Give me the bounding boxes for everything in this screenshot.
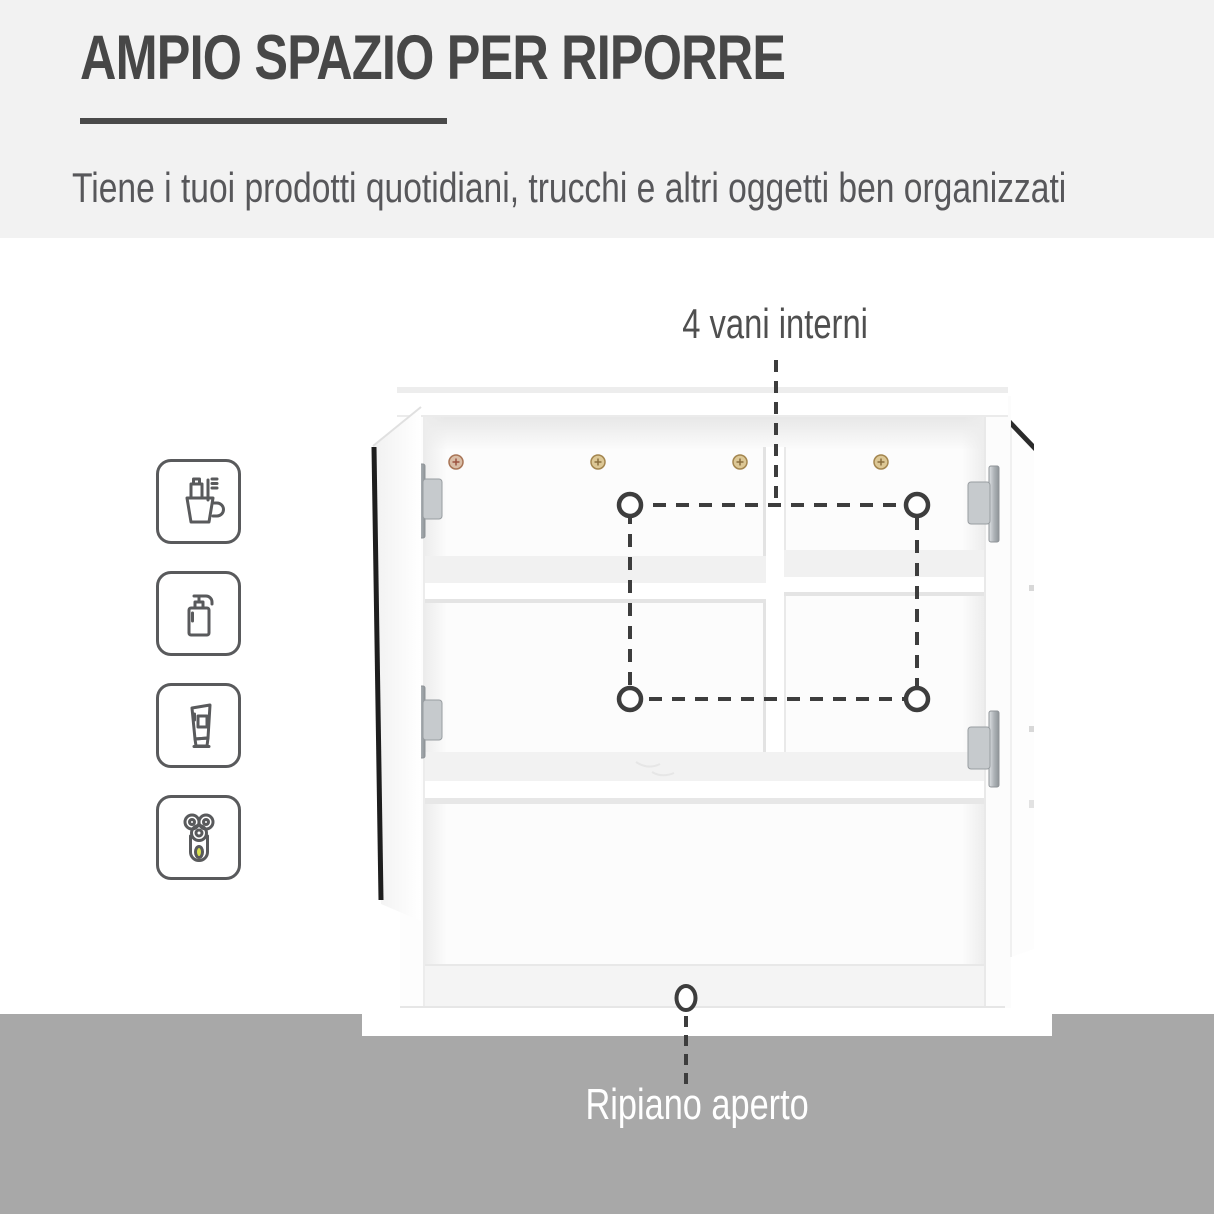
page-subtitle: Tiene i tuoi prodotti quotidiani, trucchi e altri oggetti ben organizzati <box>72 164 1067 211</box>
electric-shaver-icon <box>167 806 231 870</box>
open-shelf-label-wrap <box>497 1080 897 1129</box>
cabinet-top <box>397 387 1008 417</box>
feature-icon-box-soap-dispenser <box>156 571 241 656</box>
toothbrush-cup-icon <box>167 470 231 534</box>
right-shelf <box>784 550 984 596</box>
right-door <box>1011 420 1034 957</box>
open-shelf-callout <box>677 986 696 1087</box>
feature-icon-box-electric-shaver <box>156 795 241 880</box>
left-shelf <box>425 556 766 603</box>
feature-icon-box-cosmetic-tube <box>156 683 241 768</box>
feature-icon-box-toothbrush-cup <box>156 459 241 544</box>
lower-shelf <box>425 752 984 804</box>
cabinet-bottom-edge <box>400 1006 1005 1034</box>
cosmetic-tube-icon <box>167 694 231 758</box>
compartments-label-wrap <box>575 300 975 347</box>
open-shelf-label: Ripiano aperto <box>585 1080 809 1129</box>
left-mirror-door <box>373 407 421 921</box>
page-title: AMPIO SPAZIO PER RIPORRE <box>80 23 786 93</box>
compartments-label: 4 vani interni <box>682 300 868 347</box>
open-shelf-floor <box>425 964 984 1008</box>
soap-dispenser-icon <box>167 582 231 646</box>
